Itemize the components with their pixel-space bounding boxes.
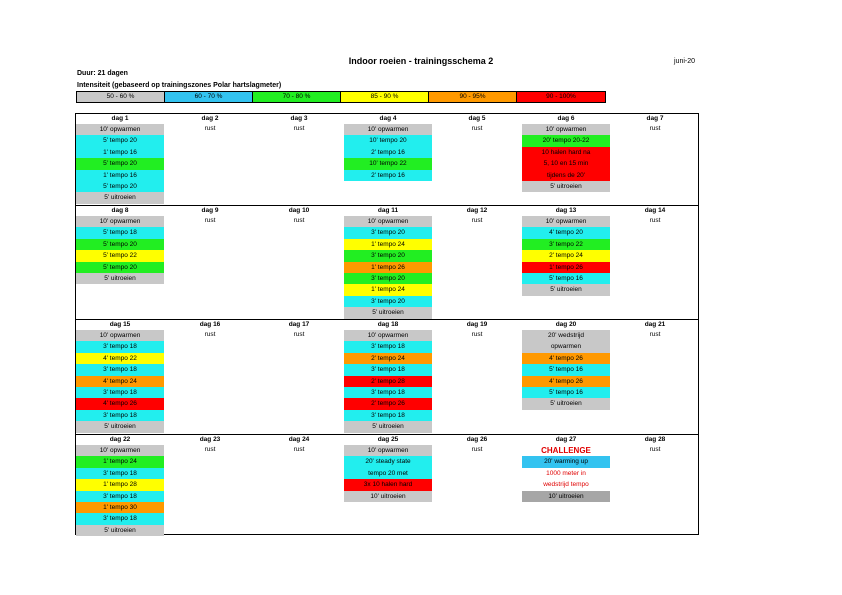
workout-step: 3' tempo 18 xyxy=(76,341,164,352)
workout-step: 3' tempo 20 xyxy=(344,273,432,284)
workout-step: 10' opwarmen xyxy=(522,124,610,135)
workout-step: 5' uitroeien xyxy=(522,398,610,409)
day-header: dag 3 xyxy=(290,115,308,122)
workout-step: 10' opwarmen xyxy=(522,216,610,227)
workout-step: 20' tempo 20-22 xyxy=(522,135,610,146)
rest-label: rust xyxy=(204,217,216,224)
workout-step: 3' tempo 18 xyxy=(344,410,432,421)
day-column xyxy=(255,114,343,134)
day-column xyxy=(166,206,254,226)
workout-step: 1' tempo 16 xyxy=(76,170,164,181)
day-column xyxy=(255,435,343,455)
rest-label: rust xyxy=(471,446,483,453)
day-column xyxy=(522,435,610,502)
day-header: dag 22 xyxy=(109,436,131,443)
workout-step: 2' tempo 26 xyxy=(344,398,432,409)
workout-step: 1' tempo 26 xyxy=(344,262,432,273)
day-column xyxy=(76,206,164,284)
date-label: juni-20 xyxy=(674,58,696,65)
rest-label: rust xyxy=(649,331,661,338)
legend-item: 85 - 90 % xyxy=(341,92,429,102)
workout-step: 5' tempo 22 xyxy=(76,250,164,261)
workout-step: 10' opwarmen xyxy=(344,445,432,456)
day-header: dag 5 xyxy=(468,115,486,122)
workout-step: 3' tempo 18 xyxy=(76,491,164,502)
workout-step: 10' opwarmen xyxy=(76,216,164,227)
day-header: dag 18 xyxy=(377,321,399,328)
workout-step: 5' tempo 20 xyxy=(76,135,164,146)
day-column xyxy=(255,206,343,226)
week-row xyxy=(76,114,698,205)
workout-step: 3' tempo 20 xyxy=(344,250,432,261)
day-column xyxy=(433,320,521,340)
workout-step: 5' tempo 18 xyxy=(76,227,164,238)
day-column xyxy=(611,320,699,340)
workout-step: 1' tempo 16 xyxy=(76,147,164,158)
workout-step: 4' tempo 26 xyxy=(76,398,164,409)
day-column xyxy=(166,435,254,455)
day-column xyxy=(76,435,164,536)
workout-step: 5' tempo 20 xyxy=(76,262,164,273)
day-header: dag 10 xyxy=(288,207,310,214)
workout-step: tempo 20 met xyxy=(344,468,432,479)
legend-item: 90 - 100% xyxy=(517,92,605,102)
legend-item: 60 - 70 % xyxy=(165,92,253,102)
workout-step: 3' tempo 18 xyxy=(344,364,432,375)
workout-step: 10' uitroeien xyxy=(344,491,432,502)
day-column xyxy=(76,114,164,204)
rest-label: rust xyxy=(293,446,305,453)
day-header: dag 6 xyxy=(557,115,575,122)
rest-label: rust xyxy=(649,125,661,132)
workout-step: 5' uitroeien xyxy=(344,421,432,432)
workout-step: 1' tempo 24 xyxy=(344,239,432,250)
workout-step: 1000 meter in xyxy=(522,468,610,479)
legend-item: 50 - 60 % xyxy=(77,92,165,102)
day-column xyxy=(166,114,254,134)
day-header: dag 21 xyxy=(644,321,666,328)
day-header: dag 24 xyxy=(288,436,310,443)
day-column xyxy=(611,114,699,134)
workout-step: 10 halen hard na xyxy=(522,147,610,158)
day-header: dag 17 xyxy=(288,321,310,328)
day-header: dag 1 xyxy=(111,115,129,122)
day-header: dag 27 xyxy=(555,436,577,443)
day-header: dag 14 xyxy=(644,207,666,214)
workout-step: 5' uitroeien xyxy=(76,192,164,203)
workout-step: 2' tempo 16 xyxy=(344,147,432,158)
workout-step: 4' tempo 26 xyxy=(522,376,610,387)
workout-step: 2' tempo 16 xyxy=(344,170,432,181)
day-column xyxy=(433,435,521,455)
intensity-legend xyxy=(76,91,606,103)
day-column xyxy=(344,206,432,319)
workout-step: 10' opwarmen xyxy=(76,330,164,341)
day-header: dag 26 xyxy=(466,436,488,443)
duration-label: Duur: 21 dagen xyxy=(77,70,128,77)
workout-step: 10' uitroeien xyxy=(522,491,610,502)
workout-step: 10' opwarmen xyxy=(344,330,432,341)
page-title: Indoor roeien - trainingsschema 2 xyxy=(348,56,494,66)
workout-step: 3' tempo 18 xyxy=(76,468,164,479)
workout-step: 3' tempo 18 xyxy=(344,387,432,398)
day-column xyxy=(344,114,432,181)
day-header: dag 8 xyxy=(111,207,129,214)
workout-step: 5' tempo 16 xyxy=(522,364,610,375)
day-header: dag 16 xyxy=(199,321,221,328)
rest-label: rust xyxy=(471,331,483,338)
workout-step: 5' uitroeien xyxy=(522,284,610,295)
day-header: dag 19 xyxy=(466,321,488,328)
workout-step: 10' tempo 22 xyxy=(344,158,432,169)
day-column xyxy=(611,206,699,226)
workout-step: 10' opwarmen xyxy=(344,216,432,227)
workout-step: 2' tempo 24 xyxy=(344,353,432,364)
rest-label: rust xyxy=(204,331,216,338)
workout-step: 1' tempo 30 xyxy=(76,502,164,513)
day-column xyxy=(611,435,699,455)
workout-step: wedstrijd tempo xyxy=(522,479,610,490)
workout-step: 1' tempo 28 xyxy=(76,479,164,490)
workout-step: 5' tempo 20 xyxy=(76,239,164,250)
workout-step: 1' tempo 26 xyxy=(522,262,610,273)
rest-label: rust xyxy=(293,331,305,338)
workout-step: 3' tempo 18 xyxy=(76,364,164,375)
day-header: dag 23 xyxy=(199,436,221,443)
workout-step: 5' uitroeien xyxy=(522,181,610,192)
day-header: dag 12 xyxy=(466,207,488,214)
workout-step: tijdens de 20' xyxy=(522,170,610,181)
week-row xyxy=(76,205,698,320)
rest-label: rust xyxy=(204,446,216,453)
workout-step: 5' tempo 20 xyxy=(76,181,164,192)
day-column xyxy=(433,206,521,226)
workout-step: 10' tempo 20 xyxy=(344,135,432,146)
workout-step: 5' uitroeien xyxy=(76,273,164,284)
week-row xyxy=(76,319,698,435)
workout-step: opwarmen xyxy=(522,341,610,352)
rest-label: rust xyxy=(293,217,305,224)
rest-label: rust xyxy=(649,446,661,453)
workout-step: 20' steady state xyxy=(344,456,432,467)
workout-step: 5' uitroeien xyxy=(76,421,164,432)
day-header: dag 15 xyxy=(109,321,131,328)
workout-step: 4' tempo 26 xyxy=(522,353,610,364)
workout-step: 3x 10 halen hard xyxy=(344,479,432,490)
intensity-label: Intensiteit (gebaseerd op trainingszones Polar hartslagmeter) xyxy=(77,82,282,89)
day-column xyxy=(522,206,610,296)
workout-step: 20' wedstrijd xyxy=(522,330,610,341)
workout-step: 4' tempo 24 xyxy=(76,376,164,387)
workout-step: 1' tempo 24 xyxy=(76,456,164,467)
workout-step: CHALLENGE xyxy=(522,445,610,456)
workout-step: 2' tempo 24 xyxy=(522,250,610,261)
workout-step: 1' tempo 24 xyxy=(344,284,432,295)
day-header: dag 11 xyxy=(377,207,399,214)
rest-label: rust xyxy=(471,125,483,132)
workout-step: 3' tempo 20 xyxy=(344,296,432,307)
workout-step: 3' tempo 20 xyxy=(344,227,432,238)
day-header: dag 28 xyxy=(644,436,666,443)
rest-label: rust xyxy=(471,217,483,224)
workout-step: 4' tempo 22 xyxy=(76,353,164,364)
workout-step: 3' tempo 22 xyxy=(522,239,610,250)
workout-step: 20' warming up xyxy=(522,456,610,467)
day-header: dag 2 xyxy=(201,115,219,122)
legend-item: 70 - 80 % xyxy=(253,92,341,102)
day-header: dag 7 xyxy=(646,115,664,122)
day-header: dag 4 xyxy=(379,115,397,122)
workout-step: 10' opwarmen xyxy=(344,124,432,135)
day-column xyxy=(76,320,164,433)
legend-item: 90 - 95% xyxy=(429,92,517,102)
day-header: dag 20 xyxy=(555,321,577,328)
day-column xyxy=(166,320,254,340)
workout-step: 10' opwarmen xyxy=(76,124,164,135)
workout-step: 4' tempo 20 xyxy=(522,227,610,238)
day-column xyxy=(344,435,432,502)
workout-step: 3' tempo 18 xyxy=(76,410,164,421)
workout-step: 5' tempo 20 xyxy=(76,158,164,169)
day-header: dag 13 xyxy=(555,207,577,214)
day-column xyxy=(433,114,521,134)
workout-step: 2' tempo 28 xyxy=(344,376,432,387)
workout-step: 3' tempo 18 xyxy=(344,341,432,352)
workout-step: 10' opwarmen xyxy=(76,445,164,456)
workout-step: 5' tempo 16 xyxy=(522,273,610,284)
day-column xyxy=(255,320,343,340)
day-column xyxy=(522,320,610,410)
workout-step: 3' tempo 18 xyxy=(76,513,164,524)
workout-step: 5' tempo 16 xyxy=(522,387,610,398)
workout-step: 3' tempo 18 xyxy=(76,387,164,398)
training-calendar xyxy=(75,113,699,535)
rest-label: rust xyxy=(293,125,305,132)
day-header: dag 25 xyxy=(377,436,399,443)
day-column xyxy=(344,320,432,433)
workout-step: 5, 10 en 15 min xyxy=(522,158,610,169)
rest-label: rust xyxy=(649,217,661,224)
rest-label: rust xyxy=(204,125,216,132)
day-column xyxy=(522,114,610,192)
workout-step: 5' uitroeien xyxy=(344,307,432,318)
day-header: dag 9 xyxy=(201,207,219,214)
workout-step: 5' uitroeien xyxy=(76,525,164,536)
week-row xyxy=(76,434,698,536)
